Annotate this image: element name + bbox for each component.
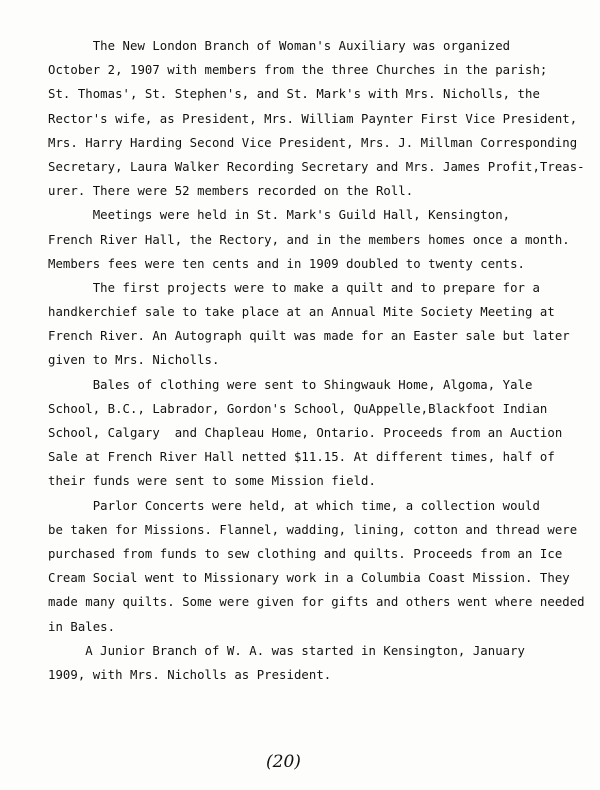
document-body: [48, 34, 588, 687]
text-line: Secretary, Laura Walker Recording Secretary and Mrs. James Profit,Treas-: [48, 159, 585, 174]
text-line: Cream Social went to Missionary work in a Columbia Coast Mission. They: [48, 571, 570, 586]
text-line: purchased from funds to sew clothing and quilts. Proceeds from an Ice: [48, 546, 563, 561]
text-line: Bales of clothing were sent to Shingwauk Home, Algoma, Yale: [48, 377, 533, 392]
text-line: Mrs. Harry Harding Second Vice President, Mrs. J. Millman Corresponding: [48, 135, 578, 150]
text-line: School, B.C., Labrador, Gordon's School, QuAppelle,Blackfoot Indian: [48, 401, 548, 416]
text-line: made many quilts. Some were given for gifts and others went where needed: [48, 595, 585, 610]
text-line: The New London Branch of Woman's Auxiliary was organized: [48, 39, 511, 53]
text-line: given to Mrs. Nicholls.: [48, 353, 220, 368]
text-line: St. Thomas', St. Stephen's, and St. Mark's with Mrs. Nicholls, the: [48, 87, 540, 102]
text-line: Sale at French River Hall netted $11.15. At different times, half of: [48, 450, 555, 465]
text-line: Meetings were held in St. Mark's Guild Hall, Kensington,: [48, 208, 511, 223]
text-line: Parlor Concerts were held, at which time, a collection would: [48, 498, 540, 513]
text-line: 1909, with Mrs. Nicholls as President.: [48, 667, 332, 682]
text-line: A Junior Branch of W. A. was started in Kensington, January: [48, 643, 526, 658]
text-line: French River Hall, the Rectory, and in the members homes once a month.: [48, 232, 570, 247]
text-line: handkerchief sale to take place at an Annual Mite Society Meeting at: [48, 305, 555, 320]
text-line: their funds were sent to some Mission field.: [48, 474, 376, 489]
text-line: in Bales.: [48, 619, 116, 634]
text-line: Rector's wife, as President, Mrs. William Paynter First Vice President,: [48, 111, 578, 126]
text-line: School, Calgary and Chapleau Home, Ontario. Proceeds from an Auction: [48, 426, 563, 440]
text-line: The first projects were to make a quilt and to prepare for a: [48, 280, 540, 295]
text-line: be taken for Missions. Flannel, wadding, lining, cotton and thread were: [48, 522, 578, 537]
text-line: urer. There were 52 members recorded on the Roll.: [48, 184, 414, 199]
text-line: October 2, 1907 with members from the three Churches in the parish;: [48, 63, 548, 78]
text-line: Members fees were ten cents and in 1909 doubled to twenty cents.: [48, 256, 526, 271]
page-number: (20): [266, 752, 301, 772]
text-line: French River. An Autograph quilt was made for an Easter sale but later: [48, 329, 570, 344]
